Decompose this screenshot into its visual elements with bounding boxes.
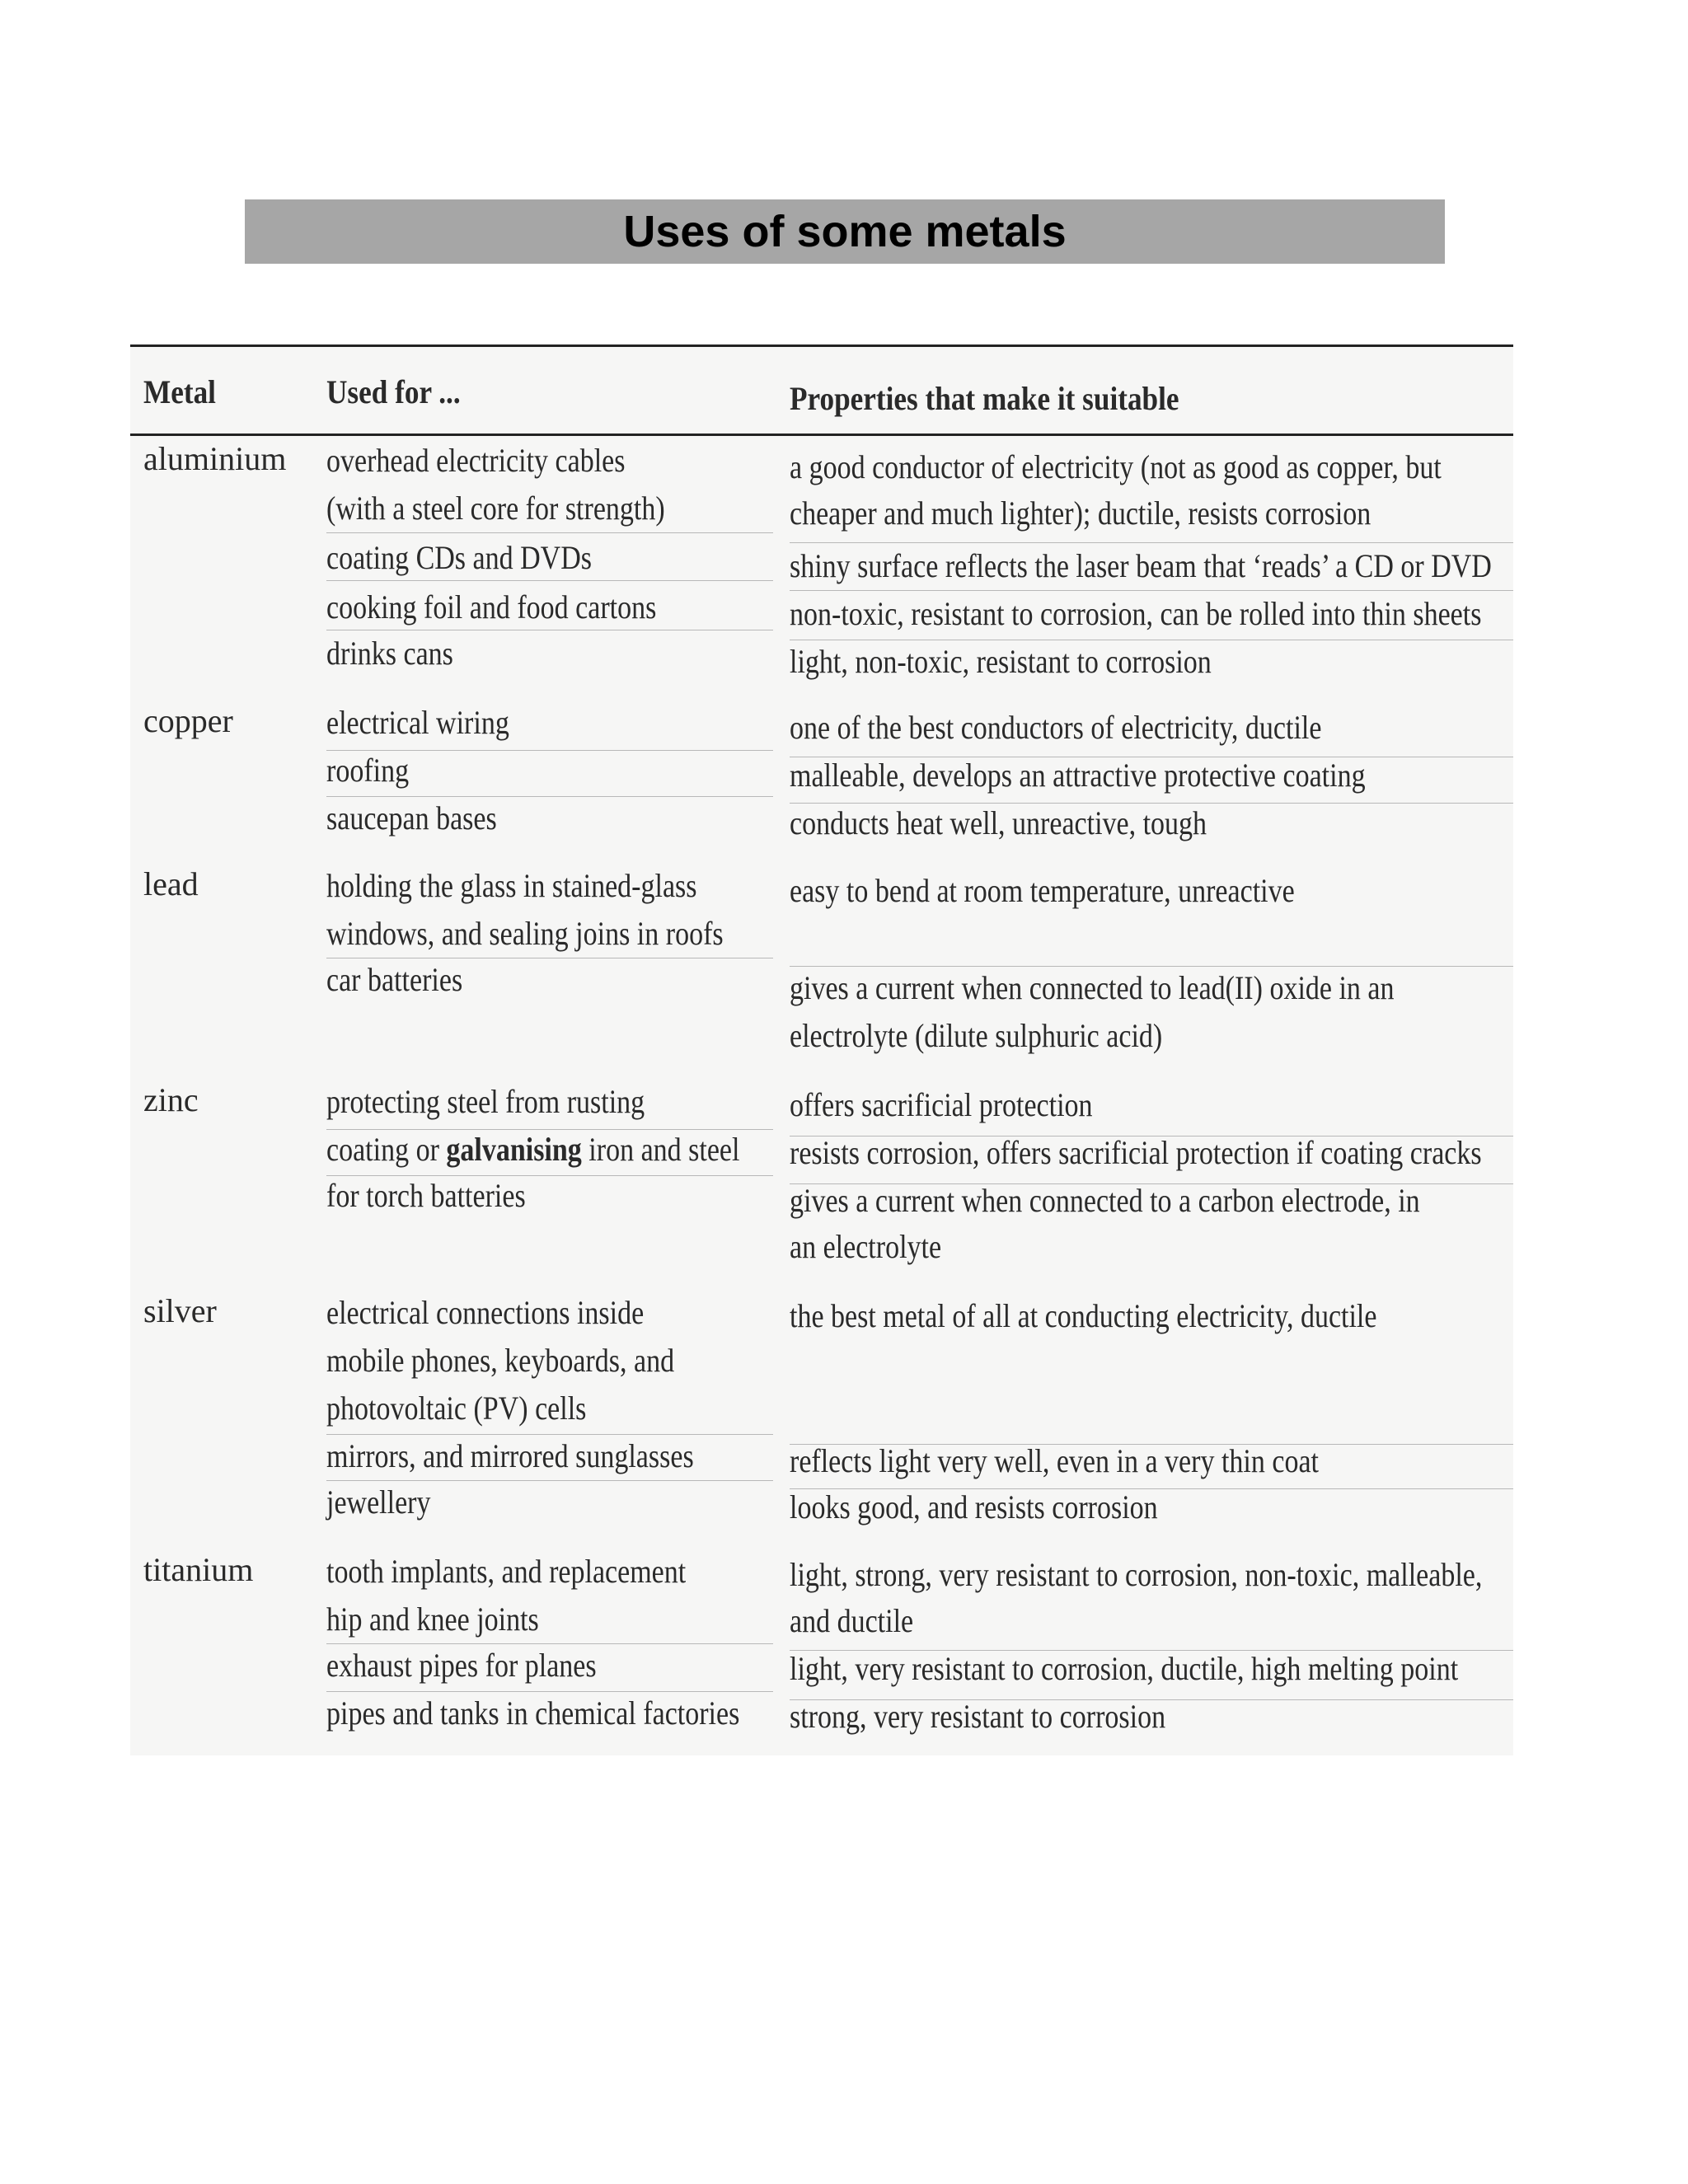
property-line: offers sacrificial protection [790, 1086, 1093, 1123]
property-line: resists corrosion, offers sacrificial protection if coating cracks [790, 1134, 1482, 1171]
use-line: jewellery [326, 1483, 431, 1521]
header-rule [130, 434, 1513, 436]
use-line: protecting steel from rusting [326, 1083, 645, 1120]
property-line: and ductile [790, 1602, 914, 1639]
metal-name: aluminium [143, 440, 287, 477]
use-line: hip and knee joints [326, 1601, 539, 1638]
metal-name: titanium [143, 1551, 254, 1588]
key-term: galvanising [446, 1131, 582, 1168]
property-line: malleable, develops an attractive protective coating [790, 757, 1366, 794]
header-properties: Properties that make it suitable [790, 380, 1179, 417]
property-line: conducts heat well, unreactive, tough [790, 804, 1207, 841]
use-line: electrical connections inside [326, 1294, 645, 1331]
page-title: Uses of some metals [623, 207, 1067, 256]
header-used-for: Used for ... [326, 373, 461, 410]
use-line: windows, and sealing joins in roofs [326, 915, 724, 952]
property-line: electrolyte (dilute sulphuric acid) [790, 1017, 1163, 1054]
use-text: iron and steel [581, 1131, 740, 1168]
use-line: drinks cans [326, 635, 453, 672]
use-line: car batteries [326, 961, 463, 998]
property-line: easy to bend at room temperature, unreactive [790, 872, 1295, 909]
property-line: light, strong, very resistant to corrosion, non-toxic, malleable, [790, 1556, 1483, 1593]
header-metal: Metal [143, 373, 216, 410]
use-line: holding the glass in stained-glass [326, 867, 697, 904]
use-line: for torch batteries [326, 1177, 526, 1214]
property-line: an electrolyte [790, 1228, 942, 1265]
use-line: saucepan bases [326, 799, 497, 837]
use-line: pipes and tanks in chemical factories [326, 1694, 740, 1732]
title-banner [245, 199, 1445, 264]
property-line: one of the best conductors of electricity, ductile [790, 709, 1322, 746]
table-top-rule [130, 344, 1513, 347]
metal-name: silver [143, 1292, 217, 1329]
use-line: tooth implants, and replacement [326, 1553, 687, 1590]
property-line: gives a current when connected to a carbon electrode, in [790, 1182, 1420, 1219]
metal-name: copper [143, 702, 233, 739]
row-divider [326, 580, 773, 581]
property-line: shiny surface reflects the laser beam that ‘reads’ a CD or DVD [790, 547, 1492, 584]
property-line: cheaper and much lighter); ductile, resists corrosion [790, 494, 1372, 532]
property-line: the best metal of all at conducting electricity, ductile [790, 1297, 1377, 1334]
use-line: overhead electricity cables [326, 442, 626, 479]
property-line: gives a current when connected to lead(II) oxide in an [790, 969, 1395, 1006]
property-line: light, non-toxic, resistant to corrosion [790, 643, 1212, 680]
use-line: electrical wiring [326, 704, 509, 741]
property-line: non-toxic, resistant to corrosion, can be rolled into thin sheets [790, 595, 1482, 632]
use-text: coating or [326, 1131, 447, 1168]
metal-name: lead [143, 865, 199, 902]
property-line: reflects light very well, even in a very thin coat [790, 1442, 1319, 1479]
property-line: light, very resistant to corrosion, ductile, high melting point [790, 1650, 1459, 1687]
property-line: a good conductor of electricity (not as good as copper, but [790, 448, 1442, 485]
use-line: coating CDs and DVDs [326, 539, 593, 576]
use-line: photovoltaic (PV) cells [326, 1390, 587, 1427]
metals-table [130, 344, 1513, 1755]
property-line: strong, very resistant to corrosion [790, 1698, 1166, 1735]
use-line: roofing [326, 752, 410, 789]
use-line: exhaust pipes for planes [326, 1647, 597, 1684]
metal-name: zinc [143, 1081, 199, 1118]
property-line: looks good, and resists corrosion [790, 1488, 1158, 1526]
use-line: cooking foil and food cartons [326, 588, 657, 626]
use-line: (with a steel core for strength) [326, 490, 665, 527]
use-line: mirrors, and mirrored sunglasses [326, 1437, 694, 1474]
use-line [326, 1126, 739, 1173]
use-line: mobile phones, keyboards, and [326, 1342, 675, 1379]
row-divider [326, 532, 773, 533]
